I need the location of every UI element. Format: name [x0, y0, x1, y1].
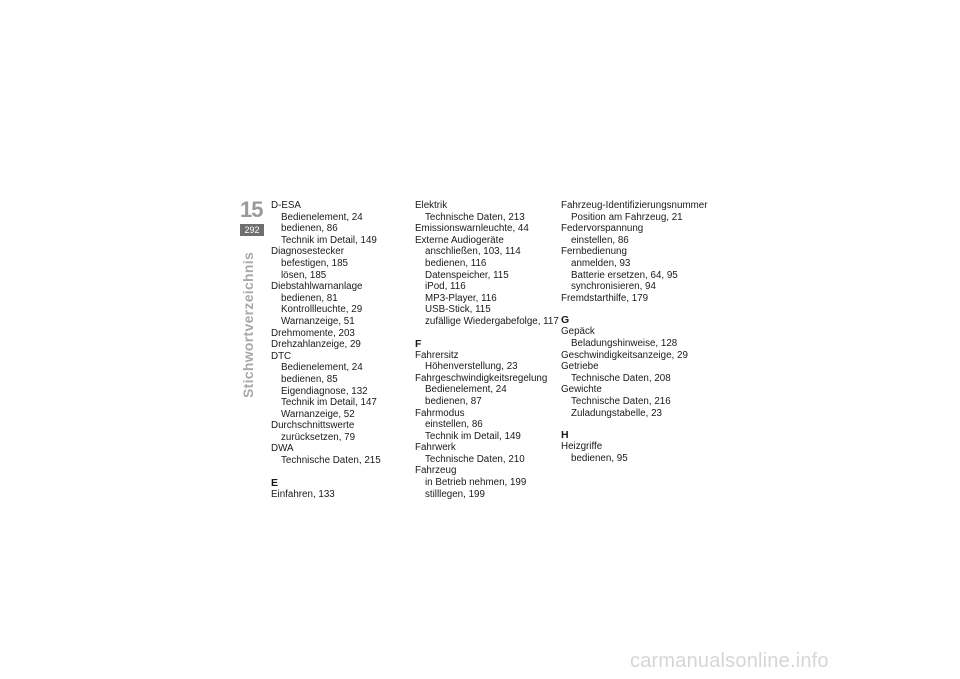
index-subentry: MP3-Player, 116: [425, 292, 497, 304]
index-subentry: Technische Daten, 216: [571, 395, 671, 407]
index-entry-term: Externe Audiogeräte: [415, 234, 504, 246]
section-title: Stichwortverzeichnis: [240, 251, 256, 398]
index-entry: [271, 328, 416, 340]
index-subentry: zufällige Wiedergabefolge, 117: [425, 315, 559, 327]
index-subentry: Eigendiagnose, 132: [281, 385, 368, 397]
index-subentry: Bedienelement, 24: [281, 362, 363, 374]
index-entry-term: Fahrersitz: [415, 349, 459, 361]
index-entry: [271, 281, 416, 327]
index-subentry: lösen, 185: [281, 269, 327, 281]
watermark: carmanualsonline.info: [630, 650, 829, 672]
index-entry-term: Drehzahlanzeige, 29: [271, 339, 361, 351]
index-entry-term: Heizgriffe: [561, 441, 603, 453]
index-subentry: bedienen, 116: [425, 257, 487, 269]
index-subentry: Warnanzeige, 51: [281, 315, 355, 327]
index-subentry: Technik im Detail, 147: [281, 397, 377, 409]
index-column-2: [415, 200, 560, 500]
index-subentry: Batterie ersetzen, 64, 95: [571, 269, 678, 281]
index-entry: [415, 200, 560, 223]
index-subentry: stilllegen, 199: [425, 488, 485, 500]
index-entry-term: D-ESA: [271, 200, 301, 211]
index-entry: [561, 361, 711, 384]
index-entry-term: DWA: [271, 443, 294, 455]
index-entry: [271, 246, 416, 281]
index-entry: [561, 350, 711, 362]
index-entry: [561, 441, 711, 464]
index-entry-term: Durchschnittswerte: [271, 420, 355, 432]
index-letter-heading: F: [415, 337, 422, 350]
index-subentry: Höhenverstellung, 23: [425, 361, 518, 373]
index-entry-term: Fahrzeug: [415, 465, 457, 477]
index-subentry: iPod, 116: [425, 281, 466, 293]
index-subentry: Datenspeicher, 115: [425, 269, 509, 281]
index-entry: [271, 339, 416, 351]
index-entry-term: Getriebe: [561, 361, 599, 373]
index-entry: [271, 200, 416, 246]
index-column-1: [271, 200, 416, 500]
index-entry: [415, 350, 560, 373]
index-entry-term: Fahrgeschwindigkeitsregelung: [415, 372, 548, 384]
index-subentry: einstellen, 86: [571, 234, 629, 246]
index-subentry: befestigen, 185: [281, 257, 348, 269]
index-entry: [415, 223, 560, 235]
index-entry: [561, 223, 711, 246]
index-subentry: Kontrollleuchte, 29: [281, 304, 363, 316]
index-subentry: Technische Daten, 215: [281, 455, 381, 467]
index-subentry: Warnanzeige, 52: [281, 408, 355, 420]
index-subentry: Zuladungstabelle, 23: [571, 407, 662, 419]
index-entry-term: Elektrik: [415, 200, 448, 211]
index-entry-term: Drehmomente, 203: [271, 327, 355, 339]
index-entry-term: Gepäck: [561, 326, 595, 338]
index-entry-term: Fernbedienung: [561, 246, 627, 258]
index-subentry: Bedienelement, 24: [281, 211, 363, 223]
index-entry-term: Einfahren, 133: [271, 488, 335, 500]
index-subentry: bedienen, 87: [425, 395, 482, 407]
index-subentry: Bedienelement, 24: [425, 384, 507, 396]
index-entry-term: Geschwindigkeitsanzeige, 29: [561, 349, 688, 361]
index-entry: [415, 235, 560, 328]
chapter-number: 15: [240, 197, 263, 222]
index-letter-heading: E: [271, 476, 279, 489]
index-entry-term: Diebstahlwarnanlage: [271, 281, 363, 293]
index-entry-term: Emissionswarnleuchte, 44: [415, 223, 529, 235]
index-entry-term: Federvorspannung: [561, 223, 644, 235]
index-subentry: anschließen, 103, 114: [425, 246, 521, 258]
index-entry: [271, 351, 416, 421]
index-subentry: Position am Fahrzeug, 21: [571, 211, 683, 223]
index-subentry: Technische Daten, 213: [425, 211, 525, 223]
index-subentry: bedienen, 95: [571, 452, 628, 464]
index-entry: [415, 373, 560, 408]
page-number: 292: [240, 224, 264, 236]
index-entry: [271, 443, 416, 466]
index-subentry: anmelden, 93: [571, 257, 631, 269]
index-subentry: USB-Stick, 115: [425, 304, 491, 316]
index-entry: [271, 420, 416, 443]
index-entry: [415, 408, 560, 443]
index-subentry: zurücksetzen, 79: [281, 431, 356, 443]
index-subentry: Technische Daten, 208: [571, 372, 671, 384]
index-column-3: [561, 200, 711, 464]
index-entry-term: Fahrwerk: [415, 442, 456, 454]
index-subentry: Technik im Detail, 149: [281, 234, 377, 246]
index-entry: [415, 465, 560, 500]
index-letter-heading: G: [561, 314, 570, 327]
index-entry: [561, 200, 711, 223]
index-entry: [561, 293, 711, 305]
index-subentry: Technik im Detail, 149: [425, 430, 521, 442]
index-subentry: bedienen, 86: [281, 223, 338, 235]
index-entry-term: DTC: [271, 350, 292, 362]
index-subentry: synchronisieren, 94: [571, 281, 656, 293]
index-entry-term: Fahrmodus: [415, 407, 465, 419]
index-entry-term: Gewichte: [561, 384, 602, 396]
index-subentry: einstellen, 86: [425, 419, 483, 431]
index-letter-heading: H: [561, 429, 569, 442]
index-subentry: Beladungshinweise, 128: [571, 337, 678, 349]
index-entry: [561, 246, 711, 292]
index-entry: [271, 489, 416, 501]
chapter-tab: [240, 197, 264, 235]
index-entry-term: Diagnosestecker: [271, 246, 344, 258]
index-entry-term: Fahrzeug-Identifizierungsnummer: [561, 200, 708, 211]
index-entry: [415, 442, 560, 465]
index-subentry: bedienen, 81: [281, 292, 338, 304]
index-subentry: Technische Daten, 210: [425, 453, 525, 465]
index-entry: [561, 384, 711, 419]
index-entry-term: Fremdstarthilfe, 179: [561, 292, 649, 304]
index-subentry: bedienen, 85: [281, 373, 338, 385]
index-subentry: in Betrieb nehmen, 199: [425, 477, 527, 489]
index-entry: [561, 326, 711, 349]
